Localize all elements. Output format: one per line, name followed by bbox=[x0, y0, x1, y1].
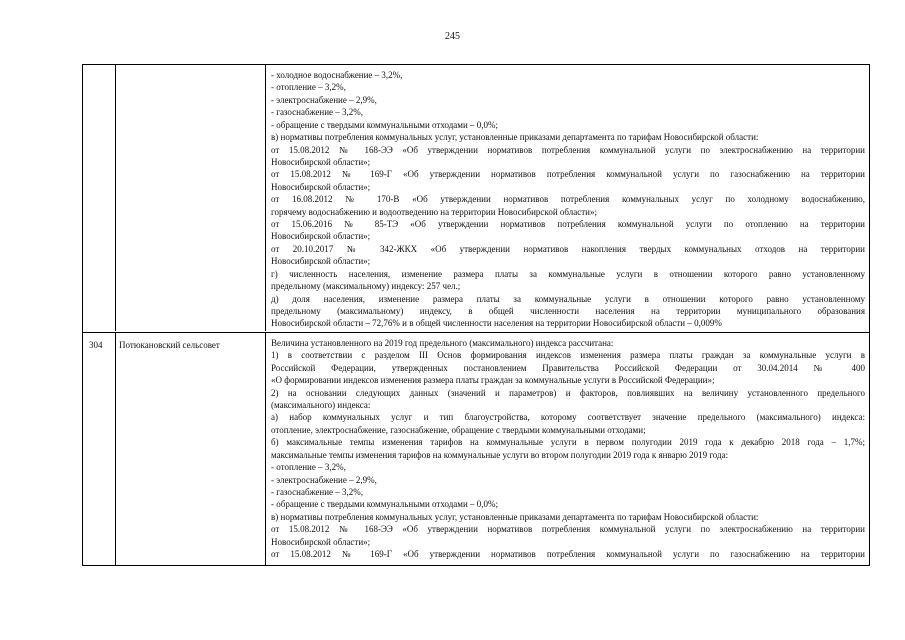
text-line: «О формировании индексов изменения размера платы граждан за коммунальные услуги в Российской Федерации»; bbox=[271, 375, 715, 386]
text-line: в) нормативы потребления коммунальных услуг, установленные приказами департамента по тарифам Новосибирской области: bbox=[271, 132, 759, 143]
text-line: от 15.08.2012 № 169-Г «Об утверждении нормативов потребления коммунальной услуги по газоснабжению на территории bbox=[271, 549, 865, 560]
text-line: в) нормативы потребления коммунальных услуг, установленные приказами департамента по тарифам Новосибирской области: bbox=[271, 511, 759, 522]
municipality-name-cell: Потюкановский сельсовет bbox=[116, 333, 266, 566]
text-line: - газоснабжение – 3,2%, bbox=[271, 107, 364, 118]
text-line: от 15.08.2012 № 169-Г «Об утверждении нормативов потребления коммунальной услуги по газоснабжению на территории bbox=[271, 169, 865, 180]
text-line: Новосибирской области»; bbox=[271, 181, 371, 192]
table-row bbox=[83, 332, 869, 566]
text-line: Новосибирской области – 72,76% и в общей численности населения на территории Новосибирской области – 0,009% bbox=[271, 318, 722, 329]
text-line: Российской Федерации, утвержденных постановлением Правительства Российской Федерации от 30.04.2014 № 400 bbox=[271, 362, 865, 373]
description-cell bbox=[266, 333, 869, 566]
text-line: от 15.06.2016 № 85-ТЭ «Об утверждении нормативов потребления коммунальной услуги по отоплению на территории bbox=[271, 219, 865, 230]
text-line: - обращение с твердыми коммунальными отходами – 0,0%; bbox=[271, 119, 499, 130]
text-line: а) набор коммунальных услуг и тип благоустройства, которому соответствует значение предельного (максимального) индекса: bbox=[271, 412, 865, 423]
row-number-cell: 304 bbox=[83, 333, 116, 566]
text-line: от 20.10.2017 № 342-ЖКХ «Об утверждении нормативов накопления твердых коммунальных отходов на территории bbox=[271, 243, 865, 254]
text-line: Новосибирской области»; bbox=[271, 536, 371, 547]
municipality-name-cell bbox=[116, 65, 266, 331]
text-line: - отопление – 3,2%, bbox=[271, 462, 346, 473]
text-line: - холодное водоснабжение – 3,2%, bbox=[271, 70, 403, 80]
text-line: - электроснабжение – 2,9%, bbox=[271, 474, 377, 485]
text-line: предельному (максимальному) индексу: 257 чел.; bbox=[271, 281, 461, 292]
text-line: от 16.08.2012 № 170-В «Об утверждении нормативов потребления коммунальных услуг по холодному водоснабжению, bbox=[271, 194, 865, 205]
table-row bbox=[83, 65, 869, 331]
text-line: - электроснабжение – 2,9%, bbox=[271, 94, 377, 105]
text-line: максимальные темпы изменения тарифов на коммунальные услуги во втором полугодии 2019 года к январю 2019 года: bbox=[271, 449, 729, 460]
page-number: 245 bbox=[445, 31, 460, 42]
text-line: - отопление – 3,2%, bbox=[271, 82, 346, 93]
text-line: горячему водоснабжению и водоотведению на территории Новосибирской области»; bbox=[271, 206, 597, 217]
text-line: 1) в соответствии с разделом III Основ формирования индексов изменения размера платы граждан за коммунальные услуги в bbox=[271, 350, 865, 361]
text-line: б) максимальные темпы изменения тарифов на коммунальные услуги в первом полугодии 2019 года к декабрю 2018 года – 1,7%; bbox=[271, 437, 865, 448]
text-line: (максимального) индекса: bbox=[271, 400, 371, 411]
text-line: Новосибирской области»; bbox=[271, 231, 371, 242]
text-line: от 15.08.2012 № 168-ЭЭ «Об утверждении нормативов потребления коммунальной услуги по электроснабжению на территории bbox=[271, 524, 865, 535]
text-line: - обращение с твердыми коммунальными отходами – 0,0%; bbox=[271, 499, 499, 510]
document-table bbox=[82, 64, 870, 566]
text-line: - газоснабжение – 3,2%, bbox=[271, 486, 364, 497]
text-line: д) доля населения, изменение размера платы за коммунальные услуги в отношении которого равно установленному bbox=[271, 293, 865, 304]
text-line: Новосибирской области»; bbox=[271, 256, 371, 267]
row-number-cell bbox=[83, 65, 116, 331]
text-line: предельному (максимальному) индексу, в общей численности населения на территории муниципального образования bbox=[271, 305, 865, 316]
text-line: 2) на основании следующих данных (значений и параметров) и факторов, повлиявших на величину установленного предельного bbox=[271, 387, 865, 398]
text-line: Величина установленного на 2019 год предельного (максимального) индекса рассчитана: bbox=[271, 338, 614, 348]
text-line: отопление, электроснабжение, газоснабжение, обращение с твердыми коммунальными отходами; bbox=[271, 424, 646, 435]
text-line: от 15.08.2012 № 168-ЭЭ «Об утверждении нормативов потребления коммунальной услуги по электроснабжению на территории bbox=[271, 144, 865, 155]
description-cell bbox=[266, 65, 869, 331]
text-line: Новосибирской области»; bbox=[271, 156, 371, 167]
text-line: г) численность населения, изменение размера платы за коммунальные услуги в отношении которого равно установленному bbox=[271, 268, 865, 279]
